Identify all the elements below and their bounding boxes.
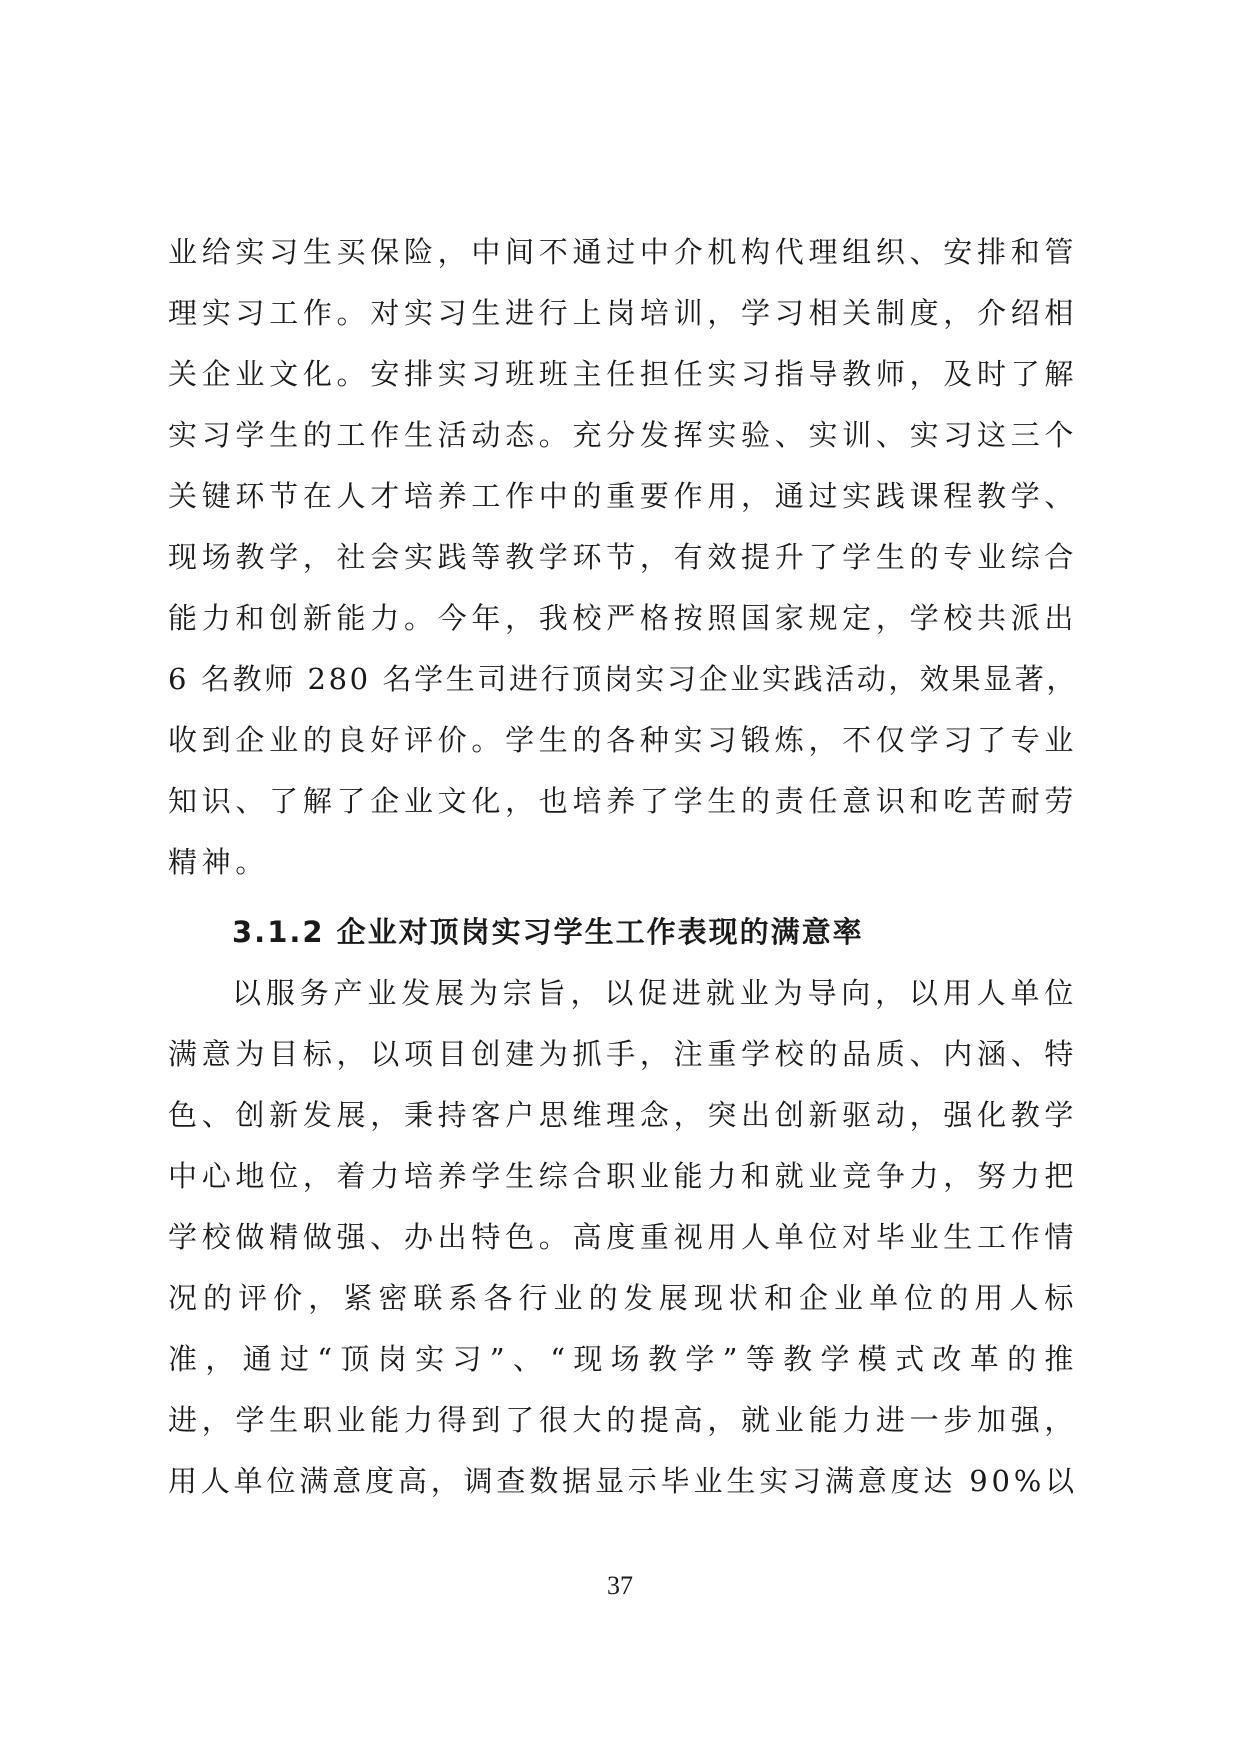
paragraph-1-line: 6 名教师 280 名学生司进行顶岗实习企业实践活动，效果显著， bbox=[168, 662, 1078, 696]
paragraph-1-line: 知识、了解了企业文化，也培养了学生的责任意识和吃苦耐劳 bbox=[168, 784, 1078, 818]
page-number: 37 bbox=[607, 1571, 633, 1600]
paragraph-2-line: 满意为目标，以项目创建为抓手，注重学校的品质、内涵、特 bbox=[168, 1037, 1078, 1071]
paragraph-2-line: 进，学生职业能力得到了很大的提高，就业能力进一步加强， bbox=[168, 1403, 1078, 1437]
paragraph-2-line: 用人单位满意度高，调查数据显示毕业生实习满意度达 90%以 bbox=[168, 1464, 1078, 1498]
section-heading: 3.1.2 企业对顶岗实习学生工作表现的满意率 bbox=[232, 915, 864, 949]
paragraph-1-line: 关企业文化。安排实习班班主任担任实习指导教师，及时了解 bbox=[168, 357, 1078, 391]
paragraph-2-line: 色、创新发展，秉持客户思维理念，突出创新驱动，强化教学 bbox=[168, 1098, 1078, 1132]
paragraph-2-line: 以服务产业发展为宗旨，以促进就业为导向，以用人单位 bbox=[232, 976, 1078, 1010]
paragraph-1-line: 收到企业的良好评价。学生的各种实习锻炼，不仅学习了专业 bbox=[168, 723, 1078, 757]
paragraph-1-line: 关键环节在人才培养工作中的重要作用，通过实践课程教学、 bbox=[168, 479, 1078, 513]
paragraph-2-line: 况的评价，紧密联系各行业的发展现状和企业单位的用人标 bbox=[168, 1281, 1078, 1315]
paragraph-2-line: 中心地位，着力培养学生综合职业能力和就业竞争力，努力把 bbox=[168, 1159, 1078, 1193]
paragraph-1-line: 现场教学，社会实践等教学环节，有效提升了学生的专业综合 bbox=[168, 540, 1078, 574]
paragraph-2-line: 准，通过“顶岗实习”、“现场教学”等教学模式改革的推 bbox=[168, 1342, 1078, 1376]
paragraph-2-line: 学校做精做强、办出特色。高度重视用人单位对毕业生工作情 bbox=[168, 1220, 1078, 1254]
paragraph-1-line: 能力和创新能力。今年，我校严格按照国家规定，学校共派出 bbox=[168, 601, 1078, 635]
paragraph-1-line: 实习学生的工作生活动态。充分发挥实验、实训、实习这三个 bbox=[168, 418, 1078, 452]
paragraph-1-line: 理实习工作。对实习生进行上岗培训，学习相关制度，介绍相 bbox=[168, 296, 1078, 330]
paragraph-1-line: 精神。 bbox=[168, 845, 269, 879]
paragraph-1-line: 业给实习生买保险，中间不通过中介机构代理组织、安排和管 bbox=[168, 235, 1078, 269]
